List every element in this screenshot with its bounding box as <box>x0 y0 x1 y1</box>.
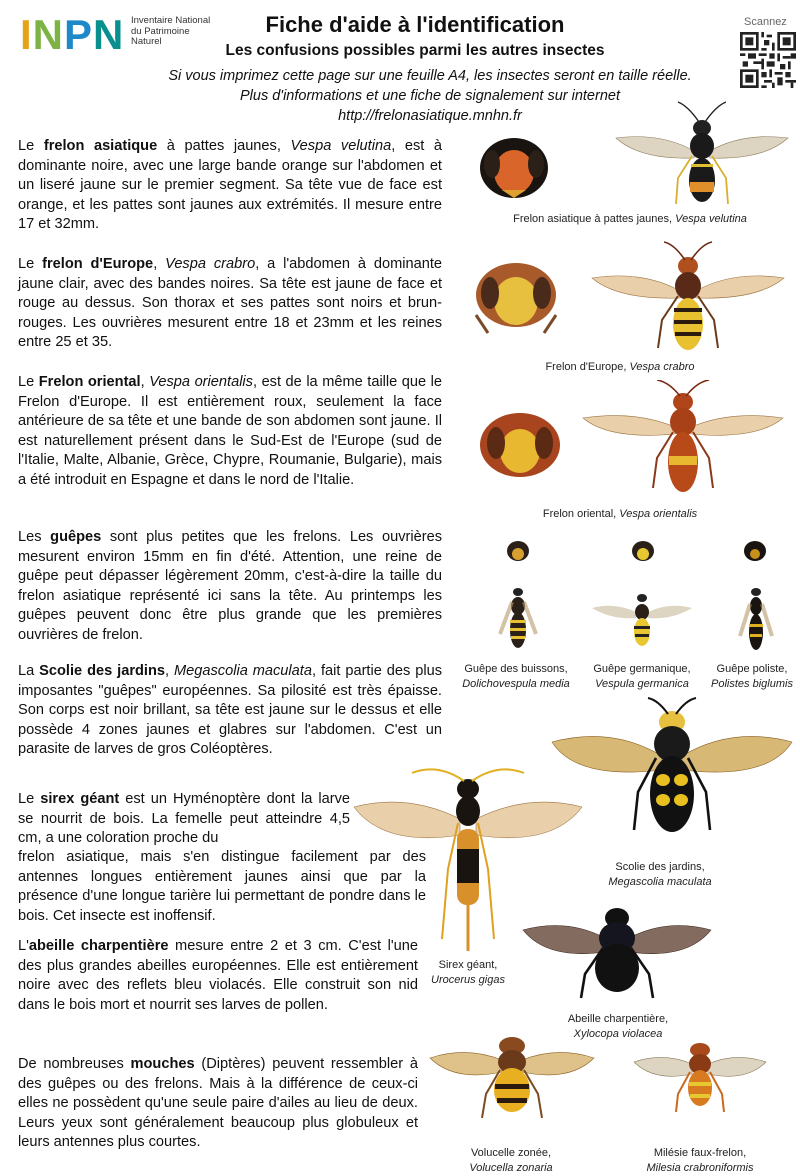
inpn-logo: INPN <box>20 11 125 58</box>
paragraph-guepes: Les guêpes sont plus petites que les frelons. Les ouvrières mesurent environ 15mm en fin d'été. Attention, une reine de guêpe peut dépasser légèrement 20mm, c'est-à-dire la taille du frelon asiatique représenté ici sans la tête. Au printemps les guêpes peuvent donc être plus grande que les premières ouvrières de frelon. <box>18 529 442 643</box>
crabro-head-photo <box>466 255 566 337</box>
scan-label: Scannez <box>744 16 787 28</box>
orientalis-photo <box>578 380 788 500</box>
paragraph-scolie: La Scolie des jardins, Megascolia maculata, fait partie des plus imposantes "guêpes" européennes. Sa pilosité est très épaisse. Son corps est noir brillant, sa tête est jaune sur le dessus et elle possède 4 zones jaunes et glabres sur l'abdomen. C'est un parasite de larves de gros Coléoptères. <box>18 663 442 758</box>
dolichovespula-photo <box>498 582 538 656</box>
page-subtitle: Les confusions possibles parmi les autres insectes <box>225 42 605 59</box>
caption-vespula: Guêpe germanique, Vespula germanica <box>593 663 691 690</box>
velutina-photo <box>612 98 792 210</box>
caption-milesia: Milésie faux-frelon, Milesia crabroniformis <box>646 1147 754 1174</box>
caption-urocerus: Sirex géant, Urocerus gigas <box>431 959 505 986</box>
vespula-head-photo <box>628 537 658 565</box>
paragraph-abeille: L'abeille charpentière mesure entre 2 et 3 cm. C'est l'une des plus grandes abeilles européennes. Elle est entièrement noire avec des reflets bleu violacés. Elle construit son nid dans le bois mort et nourrit ses larves de pollen. <box>18 938 418 1013</box>
info-line-web: Plus d'informations et une fiche de signalement sur internet <box>240 88 620 104</box>
paragraph-sirex-part1: Le sirex géant est un Hyménoptère dont la larve se nourrit de bois. La femelle peut atteindre 4,5 cm, a une coloration proche du <box>18 791 351 847</box>
paragraph-mouches: De nombreuses mouches (Diptères) peuvent ressembler à des guêpes ou des frelons. Mais à la différence de ceux-ci elles ne possèdent qu'une seule paire d'ailes au lieu de deux. Leurs yeux sont généralement beaucoup plus globuleux et leurs antennes plus courtes. <box>18 1056 419 1151</box>
xylocopa-photo <box>520 900 714 1004</box>
qr-code-icon[interactable] <box>740 32 796 88</box>
caption-dolichovespula: Guêpe des buissons, Dolichovespula media <box>462 663 570 690</box>
logo-subtitle: Inventaire National du Patrimoine Naturel <box>131 15 211 47</box>
milesia-photo <box>630 1030 770 1122</box>
info-url-link[interactable]: http://frelonasiatique.mnhn.fr <box>338 108 522 124</box>
polistes-photo <box>736 582 776 658</box>
caption-crabro: Frelon d'Europe, Vespa crabro <box>545 361 695 373</box>
velutina-head-photo <box>474 132 554 202</box>
caption-volucella: Volucelle zonée, Volucella zonaria <box>469 1147 553 1174</box>
paragraph-frelon-asiatique: Le frelon asiatique à pattes jaunes, Vespa velutina, est à dominante noire, avec une large bande orange sur l'abdomen et un liseré jaune sur le premier segment. Sa tête vue de face est orange, et les pattes sont jaunes aux extrémités. Il mesure entre 17 et 32mm. <box>18 138 443 233</box>
caption-megascolia: Scolie des jardins, Megascolia maculata <box>608 861 712 888</box>
paragraph-frelon-europe: Le frelon d'Europe, Vespa crabro, a l'abdomen à dominante jaune clair, avec des bandes noires. Sa tête est jaune de face et rouge au dessus. Son thorax et ses pattes sont noirs et brun-rouges. Les ouvrières mesurent entre 18 et 23mm et les reines entre 25 et 35. <box>18 256 443 351</box>
info-line-a4: Si vous imprimez cette page sur une feuille A4, les insectes seront en taille réelle. <box>168 68 692 84</box>
caption-xylocopa: Abeille charpentière, Xylocopa violacea <box>567 1013 669 1040</box>
paragraph-frelon-oriental: Le Frelon oriental, Vespa orientalis, est de la même taille que le Frelon d'Europe. Il est entièrement roux, seulement la face antérieure de sa tête et une bande de son abdomen sont jaune. Il est naturellement présent dans le Sud-Est de l'Europe (sud de l'Italie, Malte, Albanie, Grèce, Chypre, Roumanie, Bulgarie), mais a été introduit en Espagne et dans le nord de l'Italie. <box>18 374 443 488</box>
dolichovespula-head-photo <box>503 537 533 565</box>
vespula-photo <box>590 588 694 652</box>
polistes-head-photo <box>740 537 770 565</box>
orientalis-head-photo <box>470 405 570 485</box>
caption-orientalis: Frelon oriental, Vespa orientalis <box>542 508 698 520</box>
paragraph-sirex-part2: frelon asiatique, mais s'en distingue facilement par des antennes longues entièrement jaunes ainsi que par la présence d'une longue tarière lui permettant de pondre dans le bois. Cet insecte est inoffensif. <box>18 849 426 924</box>
page-title: Fiche d'aide à l'identification <box>265 12 565 37</box>
crabro-photo <box>588 236 788 360</box>
volucella-photo <box>428 1018 598 1128</box>
caption-velutina: Frelon asiatique à pattes jaunes, Vespa velutina <box>513 213 747 225</box>
caption-polistes: Guêpe poliste, Polistes biglumis <box>711 663 793 690</box>
